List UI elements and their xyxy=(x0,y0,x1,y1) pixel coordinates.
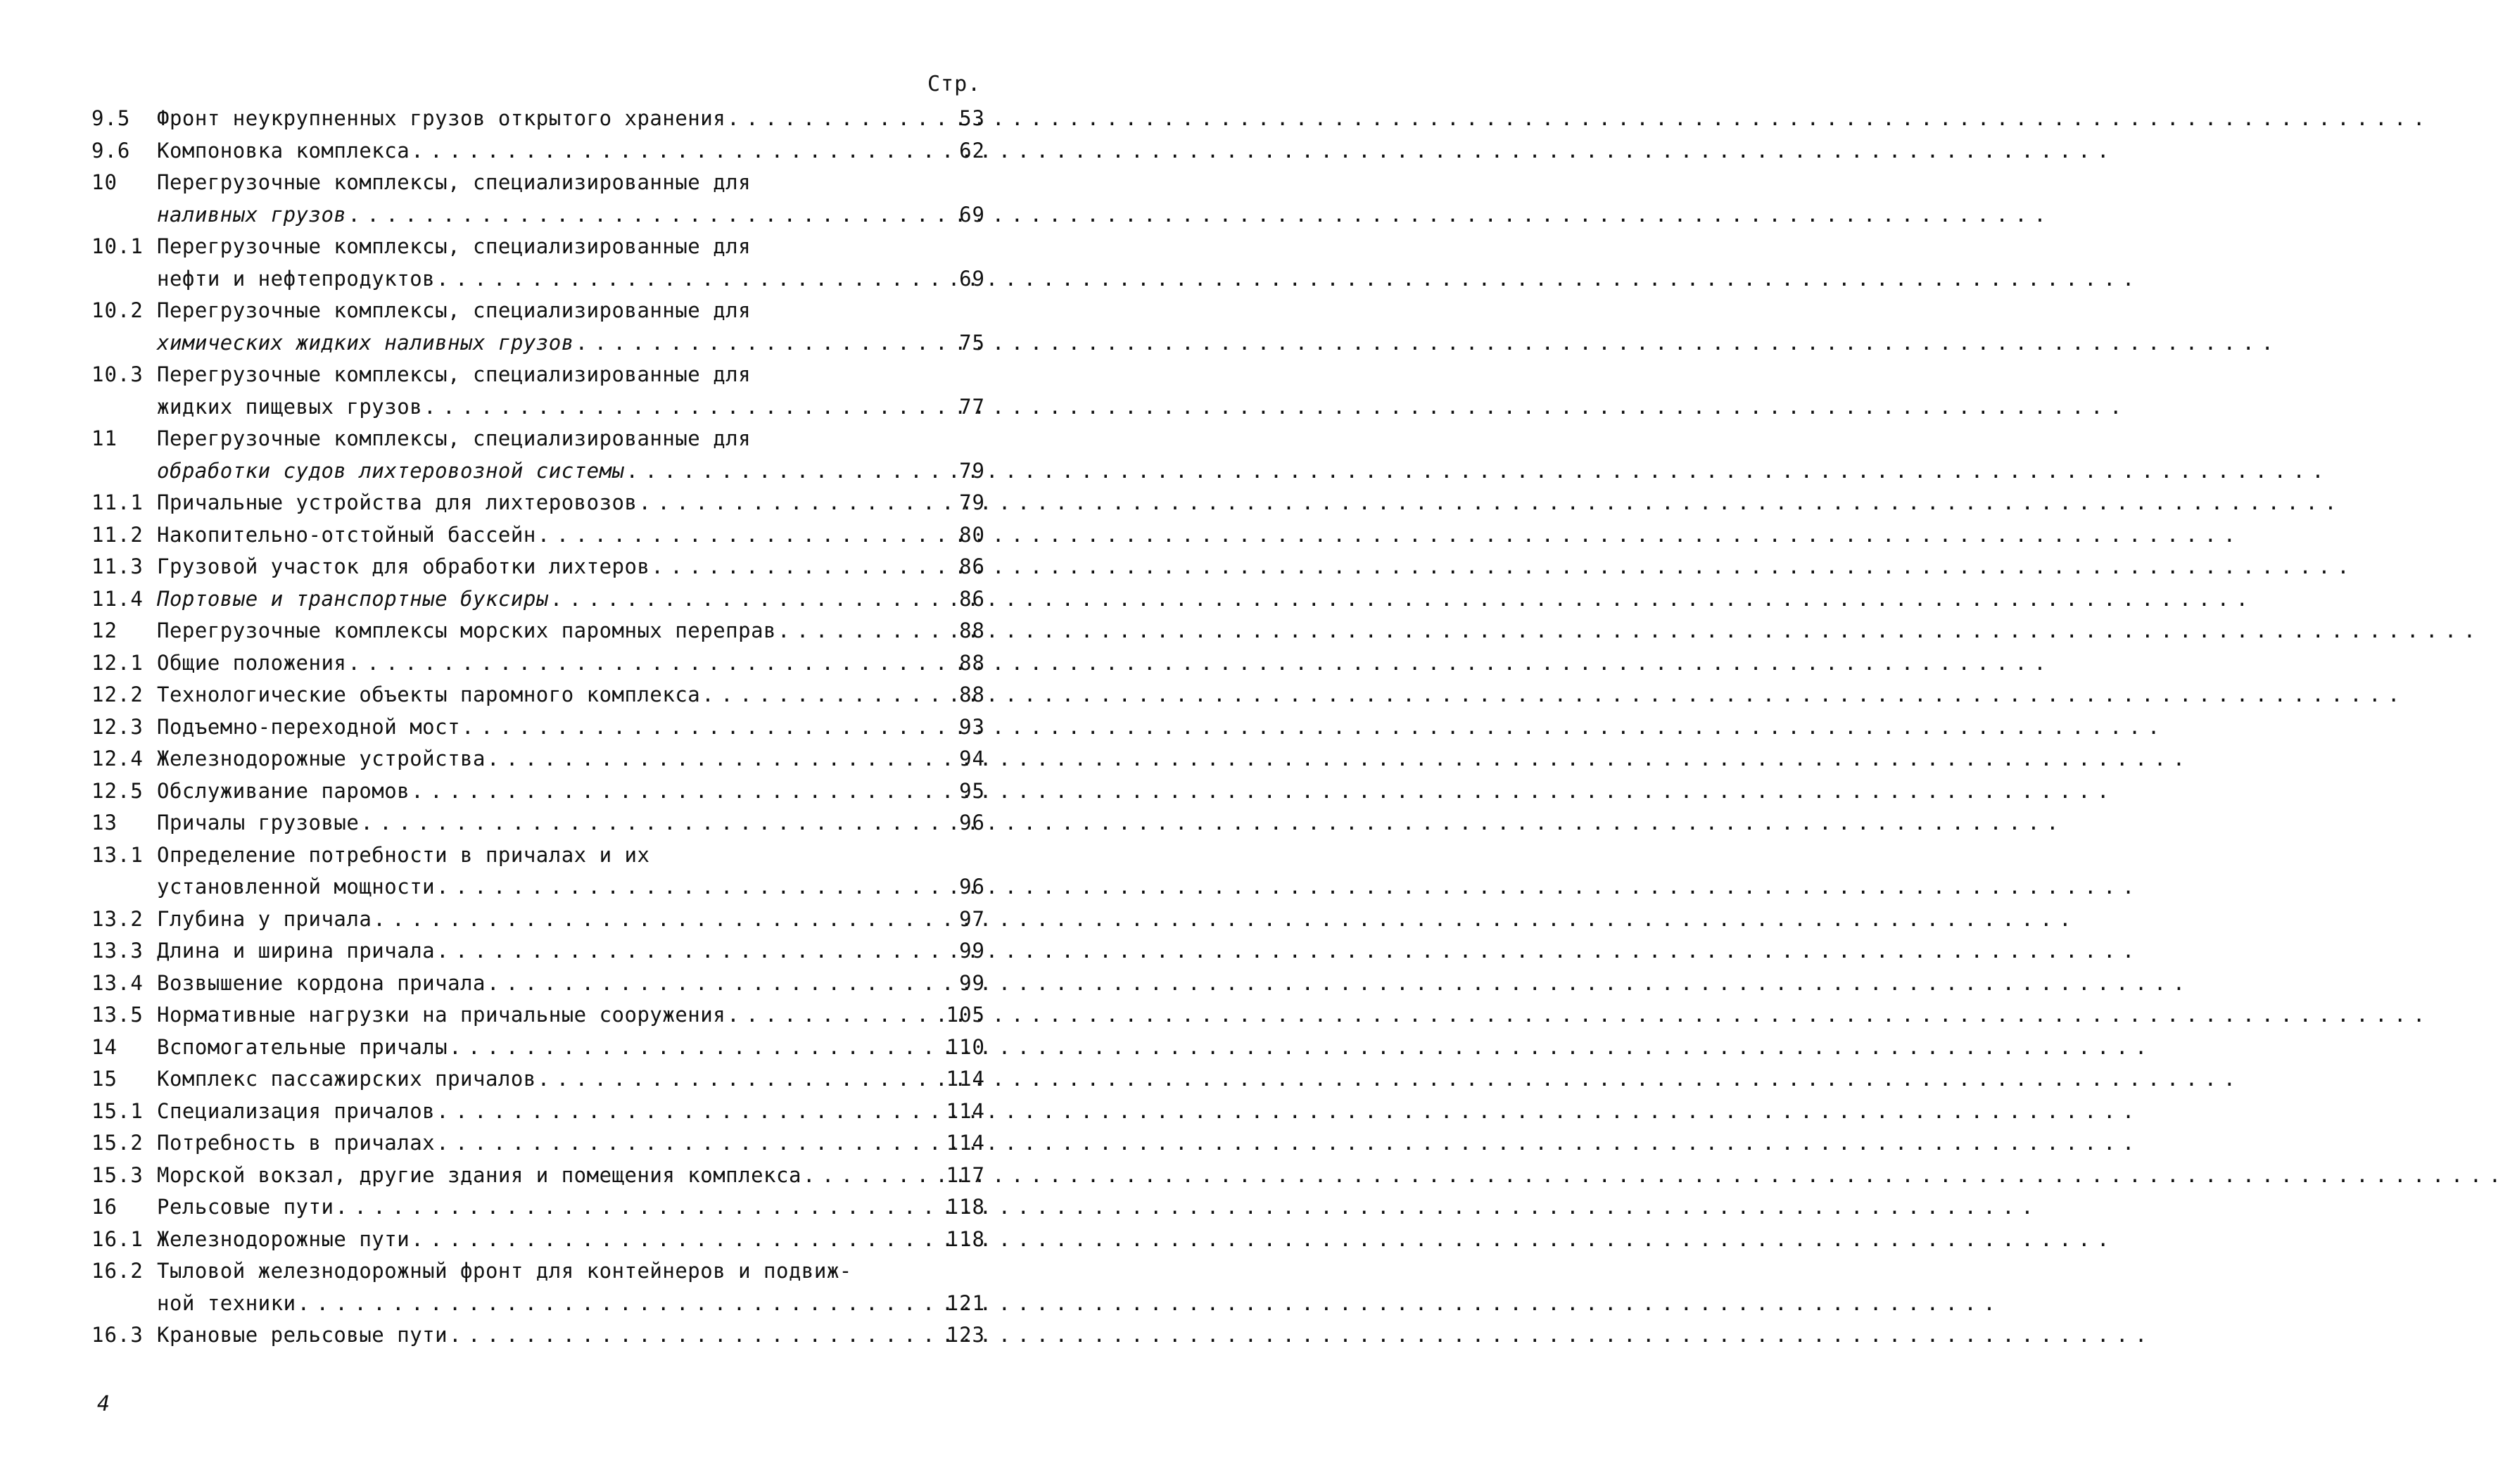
toc-section-number: 13 xyxy=(91,811,118,835)
toc-dot-leader xyxy=(449,1319,945,1352)
toc-line xyxy=(91,871,985,903)
toc-page-number: 123 xyxy=(946,1323,985,1347)
toc-line xyxy=(91,1255,985,1288)
toc-dot-leader xyxy=(462,711,958,744)
toc-dot-leader xyxy=(638,487,958,519)
toc-page-number: 69 xyxy=(959,202,985,227)
toc-section-number: 12 xyxy=(91,619,118,642)
toc-page-number: 114 xyxy=(946,1131,985,1155)
toc-dot-leader xyxy=(538,519,958,552)
toc-page-number: 88 xyxy=(959,683,985,706)
toc-line xyxy=(91,775,985,808)
toc-section-number: 11.2 xyxy=(91,522,144,547)
toc-section-title: Перегрузочные комплексы, специализированные для xyxy=(157,170,752,194)
toc-dot-leader xyxy=(727,999,944,1032)
toc-line xyxy=(91,968,985,1000)
toc-line xyxy=(91,551,985,583)
toc-section-title: Морской вокзал, другие здания и помещения комплекса xyxy=(157,1162,801,1187)
toc-dot-leader xyxy=(576,327,958,360)
toc-page-number: 94 xyxy=(959,747,985,770)
toc-section-number: 16 xyxy=(91,1195,118,1219)
toc-dot-leader xyxy=(449,1032,945,1064)
toc-page-number: 80 xyxy=(959,522,985,547)
toc-line xyxy=(91,743,985,775)
toc-section-number: 10.2 xyxy=(91,298,144,322)
toc-section-number: 13.2 xyxy=(91,906,144,931)
toc-section-number: 16.1 xyxy=(91,1226,144,1251)
toc-section-number: 14 xyxy=(91,1034,118,1059)
toc-dot-leader xyxy=(424,391,958,424)
toc-page-number: 114 xyxy=(946,1098,985,1123)
toc-line xyxy=(91,231,985,263)
toc-line xyxy=(91,423,985,455)
toc-section-title: обработки судов лихтеровозной системы xyxy=(157,458,625,483)
toc-section-title: наливных грузов xyxy=(157,202,347,227)
toc-dot-leader xyxy=(487,968,958,1000)
toc-section-title: Длина и ширина причала xyxy=(157,939,436,963)
toc-section-title: Грузовой участок для обработки лихтеров xyxy=(157,554,650,578)
toc-dot-leader xyxy=(411,135,958,167)
toc-page-number: 93 xyxy=(959,714,985,739)
toc-dot-leader xyxy=(436,871,958,903)
toc-page-number: 79 xyxy=(959,490,985,514)
toc-line xyxy=(91,1319,985,1352)
toc-line xyxy=(91,903,985,936)
toc-line xyxy=(91,1032,985,1064)
toc-section-number: 12.5 xyxy=(91,778,144,803)
toc-section-number: 13.5 xyxy=(91,1003,144,1027)
toc-section-number: 11.4 xyxy=(91,586,144,611)
toc-section-title: ной техники xyxy=(157,1290,296,1315)
toc-section-title: Перегрузочные комплексы, специализированные для xyxy=(157,426,752,450)
toc-dot-leader xyxy=(360,807,958,839)
toc-section-title: Специализация причалов xyxy=(157,1098,436,1123)
toc-page-number: 69 xyxy=(959,266,985,291)
toc-section-number: 10.1 xyxy=(91,234,144,258)
toc-line xyxy=(91,167,985,199)
toc-line xyxy=(91,1191,985,1224)
toc-section-title: Компоновка комплекса xyxy=(157,138,410,163)
toc-section-title: Железнодорожные устройства xyxy=(157,747,486,770)
toc-page-number: 77 xyxy=(959,394,985,419)
toc-page-number: 121 xyxy=(946,1290,985,1315)
toc-section-title: Перегрузочные комплексы, специализированные для xyxy=(157,362,752,386)
toc-page-number: 118 xyxy=(946,1195,985,1219)
toc-section-title: нефти и нефтепродуктов xyxy=(157,266,436,291)
toc-line xyxy=(91,295,985,327)
toc-section-title: Крановые рельсовые пути xyxy=(157,1323,448,1347)
toc-line xyxy=(91,1224,985,1256)
toc-page-number: 110 xyxy=(946,1034,985,1059)
toc-page-number: 96 xyxy=(959,811,985,835)
toc-section-title: Обслуживание паромов xyxy=(157,778,410,803)
toc-section-number: 13.1 xyxy=(91,842,144,867)
toc-line xyxy=(91,1288,985,1320)
toc-section-number: 12.3 xyxy=(91,714,144,739)
toc-line xyxy=(91,999,985,1032)
toc-page-number: 117 xyxy=(946,1162,985,1187)
toc-dot-leader xyxy=(436,1127,945,1160)
toc-section-number: 15 xyxy=(91,1067,118,1091)
toc-section-title: жидких пищевых грузов xyxy=(157,394,423,419)
toc-section-title: Перегрузочные комплексы морских паромных переправ xyxy=(157,619,777,642)
toc-section-number: 15.1 xyxy=(91,1098,144,1123)
toc-section-number: 9.5 xyxy=(91,106,131,130)
toc-page-number: 86 xyxy=(959,586,985,611)
toc-section-title: Перегрузочные комплексы, специализированные для xyxy=(157,234,752,258)
toc-section-number: 16.2 xyxy=(91,1259,144,1283)
toc-line xyxy=(91,359,985,391)
toc-section-title: Тыловой железнодорожный фронт для контейнеров и подвиж- xyxy=(157,1259,852,1283)
toc-line xyxy=(91,1127,985,1160)
toc-line xyxy=(91,679,985,711)
toc-line xyxy=(91,839,985,872)
toc-dot-leader xyxy=(436,1096,945,1128)
toc-line xyxy=(91,1063,985,1096)
toc-dot-leader xyxy=(702,679,958,711)
toc-line xyxy=(91,711,985,744)
toc-section-title: Железнодорожные пути xyxy=(157,1226,410,1251)
toc-line xyxy=(91,519,985,552)
toc-page-number: 95 xyxy=(959,778,985,803)
toc-dot-leader xyxy=(348,647,958,680)
toc-section-title: Нормативные нагрузки на причальные сооружения xyxy=(157,1003,726,1027)
page-column-label: Стр. xyxy=(927,72,982,96)
toc-section-title: Причалы грузовые xyxy=(157,811,360,835)
toc-dot-leader xyxy=(550,583,958,616)
toc-dot-leader xyxy=(778,615,958,647)
toc-dot-leader xyxy=(487,743,958,775)
toc-section-number: 13.3 xyxy=(91,939,144,963)
toc-page-number: 118 xyxy=(946,1226,985,1251)
toc-line xyxy=(91,391,985,424)
toc-dot-leader xyxy=(411,775,958,808)
toc-dot-leader xyxy=(335,1191,944,1224)
toc-section-title: Общие положения xyxy=(157,650,347,675)
toc-dot-leader xyxy=(651,551,958,583)
toc-line xyxy=(91,1160,985,1192)
toc-page-number: 99 xyxy=(959,970,985,995)
toc-section-title: Комплекс пассажирских причалов xyxy=(157,1067,536,1091)
toc-page-number: 105 xyxy=(946,1003,985,1027)
toc-dot-leader xyxy=(348,199,958,232)
toc-line xyxy=(91,487,985,519)
toc-section-number: 11 xyxy=(91,426,118,450)
toc-page-number: 53 xyxy=(959,106,985,130)
toc-section-title: Накопительно-отстойный бассейн xyxy=(157,522,536,547)
toc-section-number: 13.4 xyxy=(91,970,144,995)
toc-page-number: 86 xyxy=(959,554,985,578)
toc-line xyxy=(91,807,985,839)
toc-section-title: Определение потребности в причалах и их xyxy=(157,842,650,867)
toc-page-number: 114 xyxy=(946,1067,985,1091)
toc-page-number: 75 xyxy=(959,330,985,355)
toc-dot-leader xyxy=(373,903,958,936)
toc-section-title: Технологические объекты паромного комплекса xyxy=(157,683,701,706)
toc-section-number: 12.1 xyxy=(91,650,144,675)
toc-line xyxy=(91,1096,985,1128)
toc-section-title: Портовые и транспортные буксиры xyxy=(157,586,549,611)
toc-section-number: 15.3 xyxy=(91,1162,144,1187)
toc-page-number: 88 xyxy=(959,650,985,675)
toc-dot-leader xyxy=(727,103,958,135)
toc-page-number: 97 xyxy=(959,906,985,931)
toc-line xyxy=(91,935,985,968)
toc-section-number: 16.3 xyxy=(91,1323,144,1347)
toc-section-number: 12.2 xyxy=(91,683,144,706)
toc-line xyxy=(91,327,985,360)
toc-section-title: Фронт неукрупненных грузов открытого хранения xyxy=(157,106,726,130)
toc-section-title: Глубина у причала xyxy=(157,906,372,931)
page-number: 4 xyxy=(97,1392,110,1416)
toc-line xyxy=(91,455,985,488)
toc-section-title: Рельсовые пути xyxy=(157,1195,334,1219)
toc-section-title: химических жидких наливных грузов xyxy=(157,330,574,355)
toc-section-title: Вспомогательные причалы xyxy=(157,1034,448,1059)
toc-line xyxy=(91,135,985,167)
toc-dot-leader xyxy=(803,1160,945,1192)
toc-section-number: 11.3 xyxy=(91,554,144,578)
toc-page-number: 96 xyxy=(959,875,985,899)
toc-section-number: 15.2 xyxy=(91,1131,144,1155)
toc-dot-leader xyxy=(538,1063,945,1096)
toc-line xyxy=(91,263,985,296)
toc-page-number: 88 xyxy=(959,619,985,642)
toc-section-title: Возвышение кордона причала xyxy=(157,970,486,995)
toc-page-number: 99 xyxy=(959,939,985,963)
toc-line xyxy=(91,103,985,135)
toc-line xyxy=(91,647,985,680)
toc-dot-leader xyxy=(436,263,958,296)
toc-dot-leader xyxy=(436,935,958,968)
toc-line xyxy=(91,615,985,647)
toc-section-title: Подъемно-переходной мост xyxy=(157,714,461,739)
toc-section-number: 12.4 xyxy=(91,747,144,770)
toc-section-title: Перегрузочные комплексы, специализированные для xyxy=(157,298,752,322)
toc-section-title: Потребность в причалах xyxy=(157,1131,436,1155)
document-page xyxy=(0,0,1077,1484)
toc-section-title: установленной мощности xyxy=(157,875,436,899)
toc-page-number: 62 xyxy=(959,138,985,163)
toc-section-number: 10 xyxy=(91,170,118,194)
toc-line xyxy=(91,199,985,232)
toc-line xyxy=(91,583,985,616)
toc-dot-leader xyxy=(626,455,958,488)
toc-section-title: Причальные устройства для лихтеровозов xyxy=(157,490,638,514)
table-of-contents xyxy=(91,103,985,1352)
toc-section-number: 9.6 xyxy=(91,138,131,163)
toc-page-number: 79 xyxy=(959,458,985,483)
toc-section-number: 11.1 xyxy=(91,490,144,514)
toc-section-number: 10.3 xyxy=(91,362,144,386)
toc-dot-leader xyxy=(298,1288,945,1320)
toc-dot-leader xyxy=(411,1224,944,1256)
